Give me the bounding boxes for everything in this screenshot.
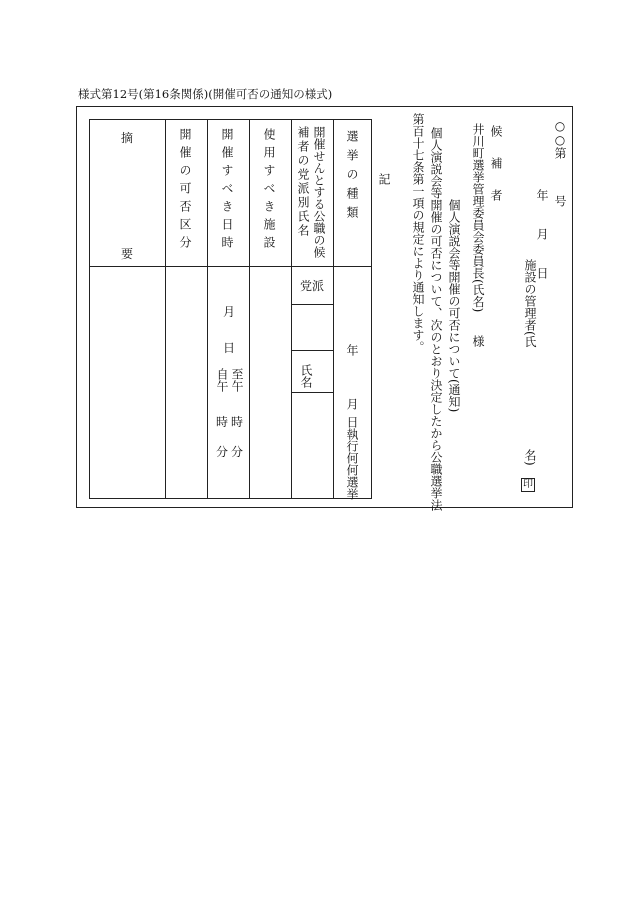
candidate-label: 候 補 者 <box>489 125 503 205</box>
election-day-type: 日執行何何選挙 <box>345 416 359 500</box>
header-candidate-2: 補者の党派別氏名 <box>296 126 310 238</box>
name-label: 氏名 <box>299 364 313 388</box>
header-remarks-bottom: 要 <box>121 247 134 261</box>
form-caption: 様式第12号(第16条関係)(開催可否の通知の様式) <box>78 87 333 101</box>
stamp-icon: 印 <box>523 479 533 490</box>
col-divider-2 <box>207 120 208 498</box>
recipient-name: 井川町選挙管理委員会委員長(氏名) <box>471 123 485 313</box>
issuer-name-end: 名) <box>523 449 537 466</box>
notice-body-line1: 個人演説会等開催の可否について、次のとおり決定したから公職選挙法 <box>429 127 443 511</box>
col-divider-5 <box>333 120 334 498</box>
datetime-from: 自午 <box>215 368 229 392</box>
header-possible: 開催の可否区分 <box>178 128 192 254</box>
datetime-hour-1: 時 <box>231 415 244 429</box>
col-divider-4 <box>291 120 292 498</box>
header-election-type: 選挙の種類 <box>345 130 359 225</box>
document-number: ○○第 号 <box>553 119 567 207</box>
candidate-subcell-divider-1 <box>292 304 333 305</box>
col-divider-1 <box>165 120 166 498</box>
issuer-title: 施設の管理者(氏 <box>523 259 537 348</box>
datetime-hour-2: 時 <box>216 415 229 429</box>
election-month-year: 年 月 <box>345 344 359 416</box>
details-table <box>89 119 372 499</box>
notice-subject: 個人演説会等開催の可否について(通知) <box>447 199 461 413</box>
notice-form-frame <box>76 106 573 511</box>
document-date: 年 月 日 <box>535 189 549 280</box>
datetime-to: 至午 <box>230 368 244 392</box>
candidate-subcell-divider-2 <box>292 350 333 351</box>
datetime-minute-2: 分 <box>216 445 229 459</box>
datetime-month: 月 <box>223 305 236 319</box>
recipient-honorific: 様 <box>471 335 485 347</box>
party-label: 党派 <box>300 279 325 293</box>
col-divider-3 <box>249 120 250 498</box>
header-datetime: 開催すべき日時 <box>220 128 234 254</box>
datetime-minute-1: 分 <box>231 445 244 459</box>
header-candidate: 開催せんとする公職の候 <box>312 126 326 258</box>
datetime-day: 日 <box>223 341 236 355</box>
notice-body-line2: 第百十七条第一項の規定により通知します。 <box>411 113 425 353</box>
header-facility: 使用すべき施設 <box>262 128 276 254</box>
header-remarks-top: 摘 <box>121 131 134 145</box>
candidate-subcell-divider-3 <box>292 392 333 393</box>
ki-mark: 記 <box>377 173 391 185</box>
stamp-mark <box>521 477 535 492</box>
table-header-divider <box>90 266 371 267</box>
